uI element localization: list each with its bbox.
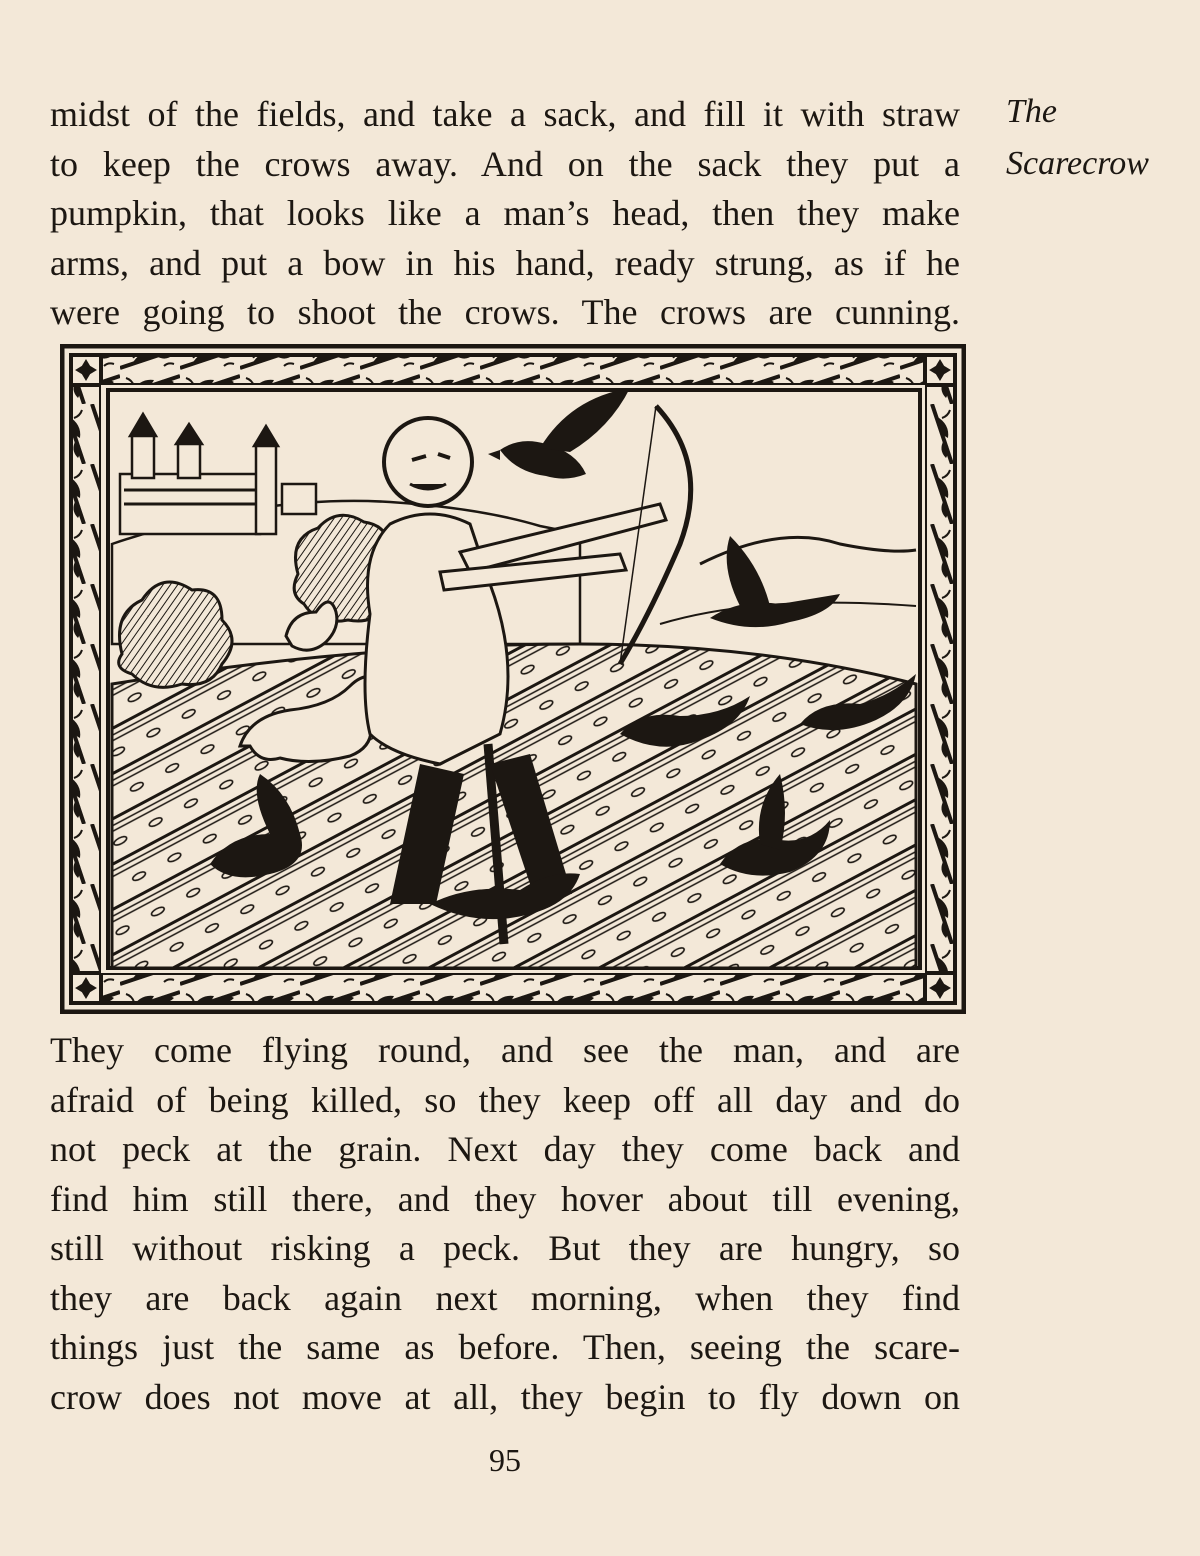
text-line: things just the same as before. Then, seeing the scare-	[50, 1327, 960, 1367]
sidenote-line: The	[1006, 93, 1057, 130]
text-line: They come flying round, and see the man, and are	[50, 1030, 960, 1070]
sidenote-line: Scarecrow	[1006, 145, 1149, 182]
running-sidenote	[1006, 86, 1149, 190]
text-line: not peck at the grain. Next day they come back and	[50, 1129, 960, 1169]
text-line: arms, and put a bow in his hand, ready strung, as if he	[50, 242, 960, 283]
text-line: afraid of being killed, so they keep off all day and do	[50, 1079, 960, 1120]
woodcut-illustration	[60, 344, 966, 1014]
text-line: were going to shoot the crows. The crows are cunning.	[50, 292, 960, 332]
page-number: 95	[489, 1442, 521, 1478]
text-line: they are back again next morning, when they find	[50, 1277, 960, 1318]
text-line: find him still there, and they hover about till evening,	[50, 1178, 960, 1219]
text-line: midst of the fields, and take a sack, and fill it with straw	[50, 94, 960, 134]
paragraph-bottom	[50, 1026, 960, 1422]
text-line: to keep the crows away. And on the sack they put a	[50, 143, 960, 184]
text-line: still without risking a peck. But they are hungry, so	[50, 1228, 960, 1268]
text-line: pumpkin, that looks like a man’s head, then they make	[50, 193, 960, 233]
paragraph-top	[50, 90, 960, 338]
text-line: crow does not move at all, they begin to fly down on	[50, 1376, 960, 1417]
woodcut-svg	[60, 344, 966, 1014]
